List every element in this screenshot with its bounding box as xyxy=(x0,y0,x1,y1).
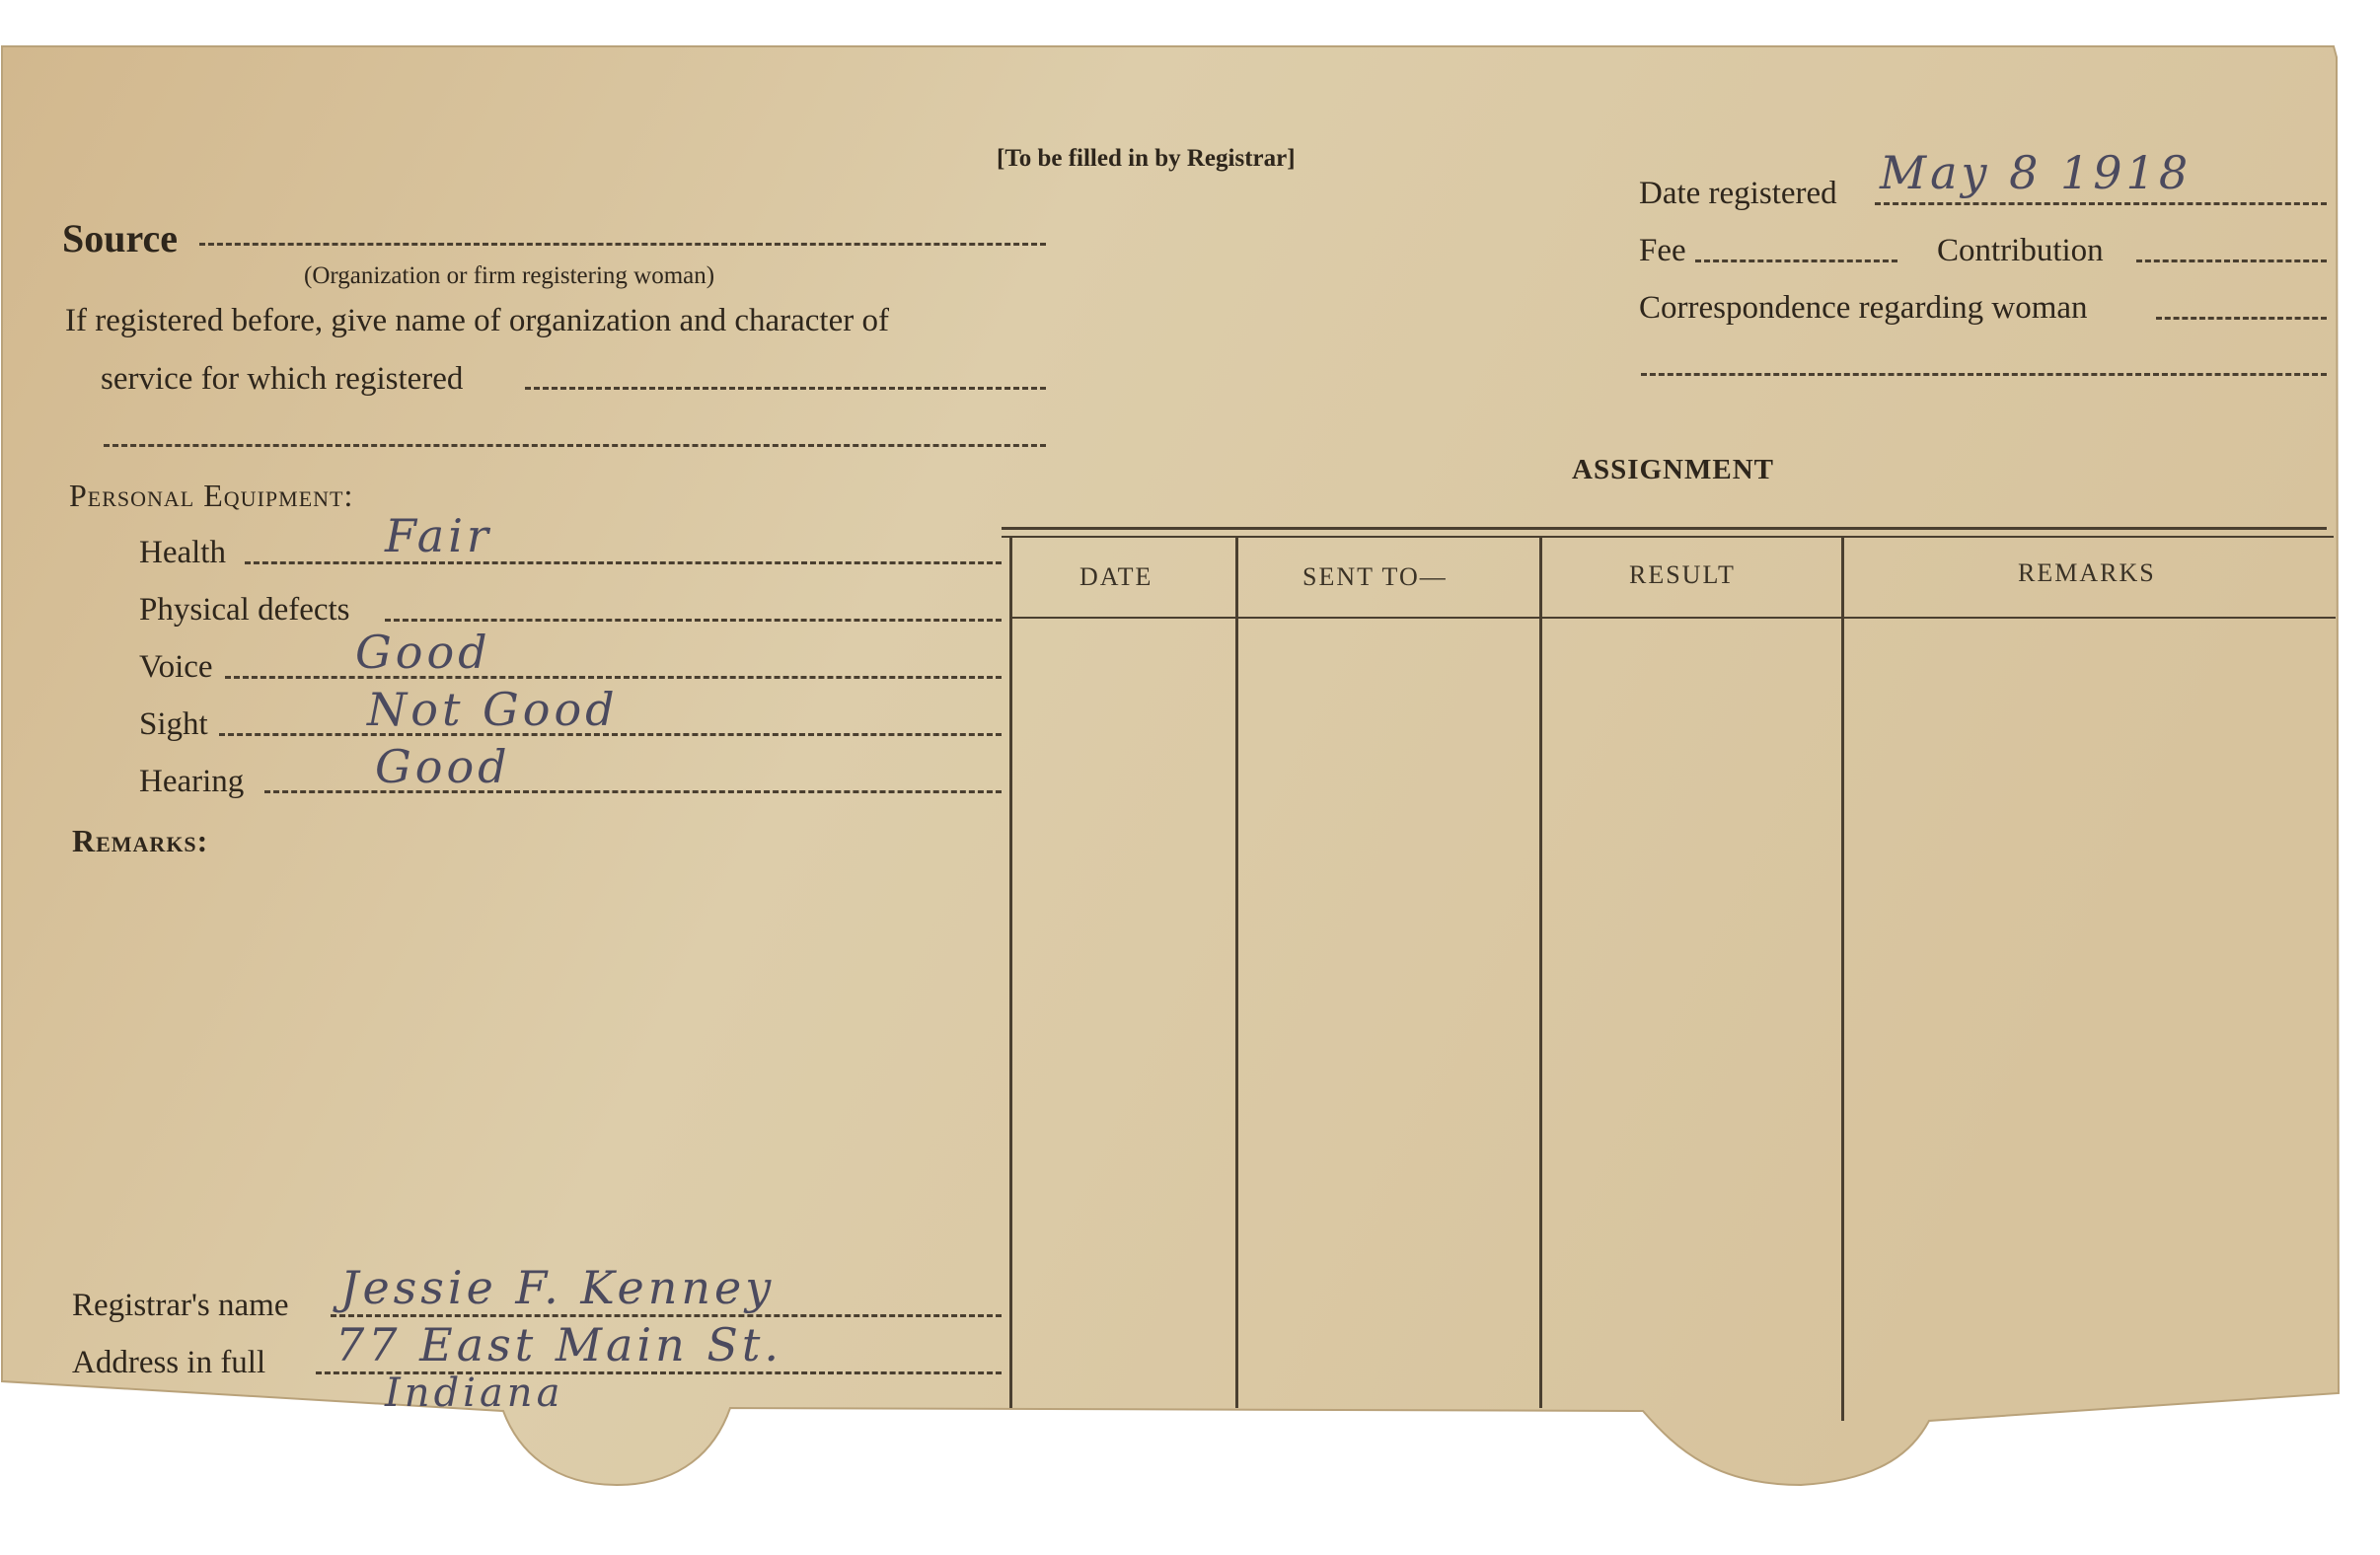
col-result: RESULT xyxy=(1629,560,1736,589)
remarks-label: Remarks: xyxy=(72,823,209,858)
source-hint: (Organization or firm registering woman) xyxy=(304,262,715,289)
registered-before-text-2: service for which registered xyxy=(101,361,464,397)
fee-line xyxy=(1695,259,1897,262)
sight-label: Sight xyxy=(139,706,208,742)
col-sent-to: SENT TO— xyxy=(1302,562,1448,591)
correspondence-line xyxy=(2156,317,2327,320)
table-col-divider xyxy=(1841,538,1844,1421)
registrar-note: [To be filled in by Registrar] xyxy=(997,145,1296,172)
address-value-2: Indiana xyxy=(385,1370,564,1416)
hearing-label: Hearing xyxy=(139,764,245,799)
table-col-divider xyxy=(1009,538,1012,1408)
table-col-divider xyxy=(1539,538,1542,1408)
table-header-rule xyxy=(1011,617,2336,619)
date-registered-value: May 8 1918 xyxy=(1880,146,2193,199)
registrar-name-label: Registrar's name xyxy=(72,1288,289,1323)
health-line xyxy=(245,561,1002,564)
registered-before-text: If registered before, give name of organization and character of xyxy=(65,303,889,338)
fee-label: Fee xyxy=(1639,233,1686,268)
date-registered-line xyxy=(1875,202,2327,205)
table-top-rule xyxy=(1002,527,2327,530)
assignment-heading: ASSIGNMENT xyxy=(1572,454,1774,485)
physical-defects-label: Physical defects xyxy=(139,592,350,628)
col-remarks: REMARKS xyxy=(2018,558,2156,587)
source-label: Source xyxy=(62,216,179,260)
col-date: DATE xyxy=(1079,562,1153,591)
contribution-label: Contribution xyxy=(1937,233,2104,268)
contribution-line xyxy=(2136,259,2327,262)
correspondence-label: Correspondence regarding woman xyxy=(1639,290,2088,326)
table-col-divider xyxy=(1235,538,1238,1408)
voice-line xyxy=(225,676,1002,679)
registrar-name-line xyxy=(331,1314,1002,1317)
health-value: Fair xyxy=(385,509,492,562)
hearing-value: Good xyxy=(375,740,511,793)
address-label: Address in full xyxy=(72,1345,266,1380)
voice-label: Voice xyxy=(139,649,213,685)
personal-equipment-heading: Personal Equipment: xyxy=(69,478,354,513)
voice-value: Good xyxy=(355,626,491,679)
address-value: 77 East Main St. xyxy=(335,1318,782,1371)
source-line xyxy=(199,243,1046,246)
registered-before-line xyxy=(525,387,1046,390)
health-label: Health xyxy=(139,535,226,570)
date-registered-label: Date registered xyxy=(1639,176,1837,211)
table-top-rule-2 xyxy=(1002,536,2334,538)
registrar-name-value: Jessie F. Kenney xyxy=(340,1261,776,1314)
correspondence-line-2 xyxy=(1641,373,2327,376)
registered-before-line-2 xyxy=(104,444,1046,447)
physical-defects-line xyxy=(385,619,1002,622)
sight-value: Not Good xyxy=(367,683,619,736)
